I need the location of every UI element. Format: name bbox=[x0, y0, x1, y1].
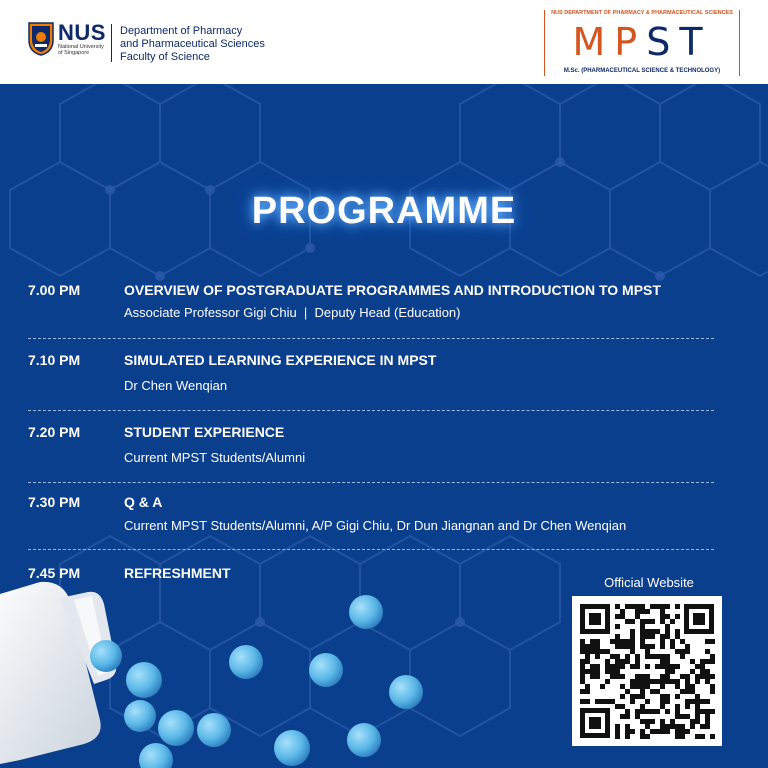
dept-line-3: Faculty of Science bbox=[120, 51, 210, 63]
programme-time: 7.10 PM bbox=[28, 352, 81, 368]
pill bbox=[229, 645, 263, 679]
dept-line-1: Department of Pharmacy bbox=[120, 25, 243, 37]
mpst-top-text: NUS DEPARTMENT OF PHARMACY & PHARMACEUTICAL SCIENCES bbox=[551, 10, 733, 16]
nus-logo-subtext-2: of Singapore bbox=[58, 50, 90, 56]
pill bbox=[197, 713, 231, 747]
pill bbox=[90, 640, 122, 672]
programme-heading: REFRESHMENT bbox=[124, 565, 231, 581]
programme-heading: OVERVIEW OF POSTGRADUATE PROGRAMMES AND INTRODUCTION TO MPST bbox=[124, 282, 661, 298]
programme-time: 7.30 PM bbox=[28, 494, 81, 510]
mpst-letter-m: M bbox=[572, 20, 615, 64]
pill bbox=[158, 710, 194, 746]
programme-heading: SIMULATED LEARNING EXPERIENCE IN MPST bbox=[124, 352, 437, 368]
pill bbox=[347, 723, 381, 757]
pill-bottle bbox=[0, 582, 116, 768]
pill bbox=[389, 675, 423, 709]
divider bbox=[28, 338, 714, 339]
mpst-logo bbox=[544, 10, 740, 76]
nus-logo-subtext-1: National University bbox=[58, 44, 104, 50]
header-divider bbox=[111, 24, 112, 62]
mpst-letter-p: P bbox=[614, 20, 647, 64]
programme-heading: STUDENT EXPERIENCE bbox=[124, 424, 285, 440]
programme-heading: Q & A bbox=[124, 494, 163, 510]
programme-speaker: Current MPST Students/Alumni bbox=[124, 450, 306, 465]
header-bar bbox=[0, 0, 768, 84]
pill bbox=[124, 700, 156, 732]
programme-speaker: Dr Chen Wenqian bbox=[124, 378, 228, 393]
mpst-letter-s: S bbox=[646, 20, 680, 64]
pill bbox=[126, 662, 162, 698]
pill bbox=[274, 730, 310, 766]
divider bbox=[28, 482, 714, 483]
page-title: PROGRAMME bbox=[251, 190, 517, 232]
programme-time: 7.00 PM bbox=[28, 282, 81, 298]
nus-crest-icon bbox=[28, 22, 54, 56]
mpst-letters bbox=[545, 20, 739, 64]
divider bbox=[28, 549, 714, 550]
nus-logo-text: NUS bbox=[58, 20, 106, 45]
programme-time: 7.45 PM bbox=[28, 565, 81, 581]
mpst-letter-t: T bbox=[679, 20, 712, 64]
programme-speaker: Associate Professor Gigi Chiu | Deputy Head (Education) bbox=[124, 305, 461, 320]
pill bbox=[309, 653, 343, 687]
divider bbox=[28, 410, 714, 411]
pill-bottle-illustration bbox=[0, 560, 460, 768]
dept-line-2: and Pharmaceutical Sciences bbox=[120, 38, 265, 50]
pill bbox=[139, 743, 173, 768]
pill bbox=[349, 595, 383, 629]
qr-code-icon[interactable] bbox=[572, 596, 722, 746]
programme-speaker: Current MPST Students/Alumni, A/P Gigi Chiu, Dr Dun Jiangnan and Dr Chen Wenqian bbox=[124, 518, 627, 533]
department-name bbox=[120, 25, 265, 64]
qr-label: Official Website bbox=[604, 575, 694, 590]
programme-time: 7.20 PM bbox=[28, 424, 81, 440]
nus-logo bbox=[28, 22, 106, 56]
mpst-bottom-text: M.Sc. (PHARMACEUTICAL SCIENCE & TECHNOLOGY) bbox=[563, 68, 721, 74]
